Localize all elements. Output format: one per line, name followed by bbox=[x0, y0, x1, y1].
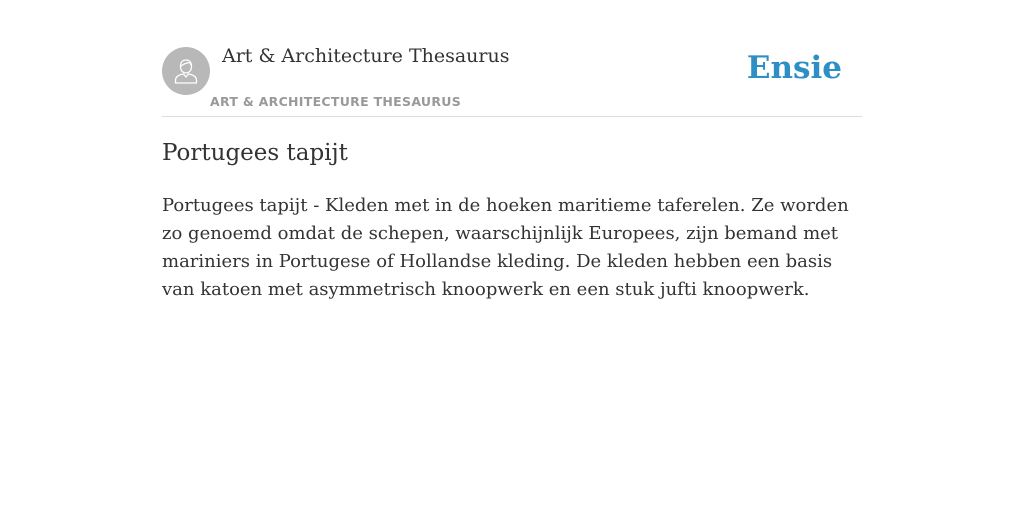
article-body: Portugees tapijt - Kleden met in de hoeken maritieme taferelen. Ze worden zo genoemd omdat de schepen, waarschijnlijk Europees, zijn bemand met mariniers in Portugese of Hollandse kleding. De kleden hebben een basis van katoen met asymmetrisch knoopwerk en een stuk jufti knoopwerk. bbox=[162, 195, 849, 300]
article-header bbox=[162, 0, 862, 117]
author-name[interactable]: Art & Architecture Thesaurus bbox=[222, 45, 510, 67]
author-subtitle[interactable]: ART & ARCHITECTURE THESAURUS bbox=[210, 94, 462, 109]
user-outline-icon bbox=[171, 56, 201, 86]
article-title: Portugees tapijt bbox=[162, 140, 348, 166]
brand-logo[interactable]: Ensie bbox=[746, 50, 842, 86]
avatar[interactable] bbox=[162, 47, 210, 95]
page-container bbox=[162, 0, 862, 300]
